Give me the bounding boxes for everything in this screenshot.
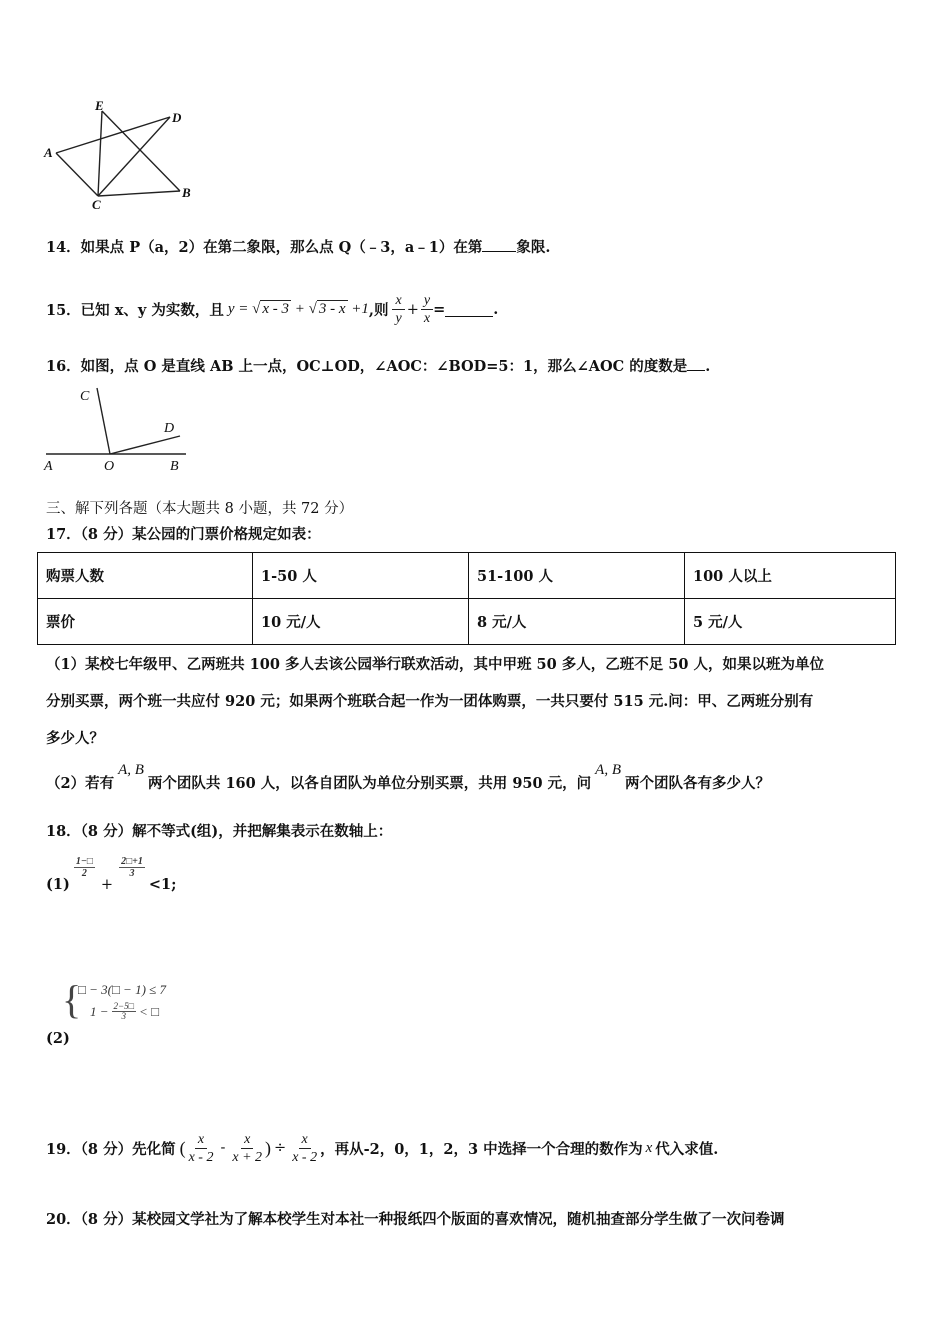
q17-part2-b: 两个团队共 160 人，以各自团队为单位分别买票，共用 950 元，问	[147, 775, 592, 792]
q15-var-y: y	[227, 301, 235, 317]
q15-text-after: =	[433, 301, 446, 318]
q17-part2	[46, 760, 770, 790]
q15-period: .	[493, 301, 499, 318]
section-title: 三、解下列各题（本大题共 8 小题，共 72 分）	[46, 501, 354, 517]
table-cell: 8 元/人	[469, 599, 685, 645]
question-17-intro: 17．（8 分）某公园的门票价格规定如表：	[46, 526, 321, 543]
q15-equation: y = √ x - 3 + √ 3 - x +1	[227, 301, 369, 317]
question-15	[46, 292, 498, 327]
q14-text-after: 象限.	[516, 239, 551, 256]
figure-quadrilateral	[40, 98, 200, 213]
label-d: D	[164, 421, 175, 436]
segment-ec	[98, 111, 102, 196]
answer-blank	[445, 302, 493, 317]
q18-p2-line1: □ − 3(□ − 1) ≤ 7	[78, 982, 167, 997]
q19-fraction-2: $\frac{x}{x + 2}$	[232, 1131, 263, 1165]
label-a: A	[44, 459, 53, 474]
table-cell: 购票人数	[38, 553, 253, 599]
label-b: B	[170, 459, 179, 474]
q18-p1-fraction-1: $\frac{1-□}{2}$	[75, 856, 93, 879]
q15-sqrt-1: x - 3	[262, 301, 290, 317]
label-d: D	[172, 110, 182, 125]
q15-fraction-y-over-x: $\frac{y}{x}$	[421, 292, 433, 327]
question-18-intro: 18．（8 分）解不等式(组)，并把解集表示在数轴上：	[46, 823, 393, 840]
q18-p1-fraction-2: $\frac{2□+1}{3}$	[121, 856, 143, 879]
q19-fraction-1: $\frac{x}{x - 2}$	[188, 1131, 214, 1165]
q17-part2-a: （2）若有	[46, 775, 115, 792]
brace-icon: {	[62, 977, 82, 1022]
q19-text-after: ，再从-2，0，1，2，3 中选择一个合理的数作为	[320, 1140, 643, 1158]
segment-ac	[56, 153, 98, 196]
q15-sqrt-2: 3 - x	[318, 301, 346, 317]
ray-od	[110, 436, 180, 454]
segment-cb	[98, 191, 180, 196]
label-e: E	[95, 98, 104, 113]
question-20: 20．（8 分）某校园文学社为了解本校学生对本社一种报纸四个版面的喜欢情况，随机抽查部分学生做了一次问卷调	[46, 1211, 785, 1228]
q15-text-then: ,则	[368, 302, 389, 319]
q15-plus-one: +1	[351, 301, 369, 317]
label-a: A	[44, 145, 53, 160]
q17-part1-line2: 分别买票，两个班一共应付 920 元；如果两个班联合起一作为一团体购票，一共只要付 515 元.问：甲、乙两班分别有	[46, 693, 814, 710]
ray-oc	[97, 388, 110, 454]
q15-plus-between-fractions: +	[406, 301, 419, 318]
q18-part1	[46, 856, 176, 893]
q15-text: 15．已知 x、y 为实数，且	[46, 302, 224, 319]
q15-fraction-x-over-y: $\frac{x}{y}$	[392, 292, 404, 327]
paren-close: )	[265, 1137, 272, 1158]
q19-text-end: 代入求值.	[655, 1140, 719, 1158]
answer-blank	[687, 356, 705, 371]
q18-p1-relation: <1;	[148, 876, 177, 893]
ticket-price-table	[37, 552, 896, 645]
label-c: C	[80, 389, 90, 404]
q19-var-x: x	[645, 1139, 653, 1156]
question-19	[46, 1126, 718, 1170]
question-16	[46, 355, 710, 376]
question-14	[46, 236, 550, 257]
q17-part1-line3: 多少人？	[46, 730, 104, 747]
label-c: C	[92, 197, 101, 212]
table-cell: 51-100 人	[469, 553, 685, 599]
q18-p2-line2: 1 − $\frac{2-5□}{3}$ < □	[90, 1001, 159, 1021]
table-row	[38, 553, 896, 599]
q14-text: 14．如果点 P（a，2）在第二象限，那么点 Q（﹣3，a﹣1）在第	[46, 239, 483, 256]
q16-text: 16．如图，点 O 是直线 AB 上一点，OC⊥OD，∠AOC：∠BOD=5：1，那么∠AOC 的度数是	[46, 358, 688, 375]
label-b: B	[182, 185, 191, 200]
table-cell: 10 元/人	[253, 599, 469, 645]
q19-divide: ÷	[274, 1140, 287, 1156]
q15-plus-sign: +	[294, 301, 305, 317]
q15-equals-sign: =	[238, 301, 249, 317]
q18-p1-plus: +	[100, 877, 114, 893]
label-o: O	[104, 459, 115, 474]
table-cell: 票价	[38, 599, 253, 645]
table-row	[38, 599, 896, 645]
q19-fraction-3: $\frac{x}{x - 2}$	[292, 1131, 318, 1165]
q18-p1-label: (1)	[46, 876, 70, 893]
q18-p2-label: (2)	[46, 1030, 70, 1047]
answer-blank	[482, 237, 516, 252]
q19-text-before: 19．（8 分）先化简	[46, 1140, 176, 1158]
figure-angle	[40, 382, 200, 474]
table-cell: 5 元/人	[685, 599, 896, 645]
q19-minus: -	[220, 1140, 226, 1156]
paren-open: (	[179, 1137, 186, 1158]
q17-part2-ab-2: A, B	[595, 762, 621, 778]
q17-part2-ab-1: A, B	[118, 762, 144, 778]
q17-part1-line1: （1）某校七年级甲、乙两班共 100 多人去该公园举行联欢活动，其中甲班 50 多人，乙班不足 50 人，如果以班为单位	[46, 656, 824, 673]
table-cell: 100 人以上	[685, 553, 896, 599]
q16-period: .	[705, 358, 711, 375]
q17-part2-c: 两个团队各有多少人？	[624, 775, 770, 792]
table-cell: 1-50 人	[253, 553, 469, 599]
